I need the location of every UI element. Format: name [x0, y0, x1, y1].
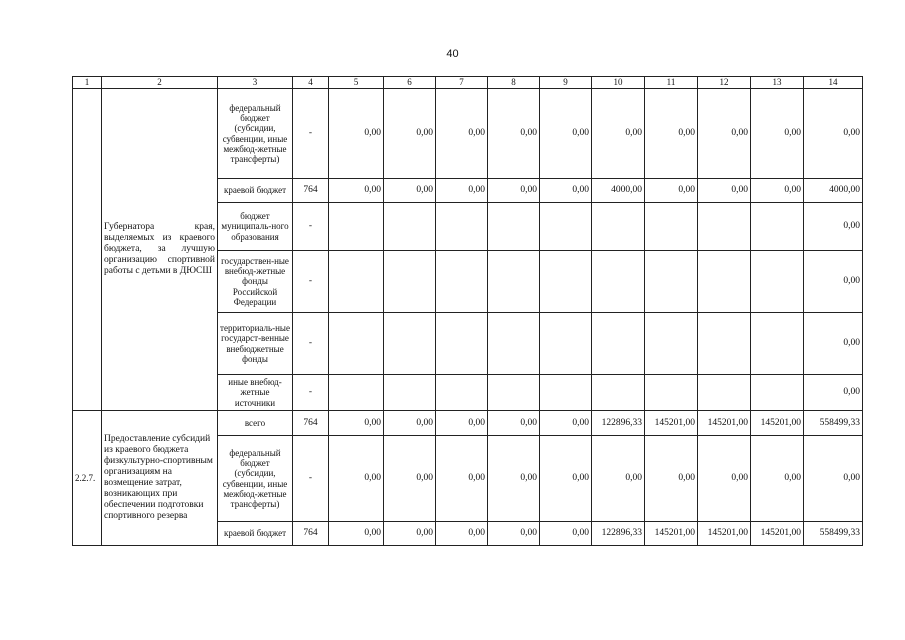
funding-source: территориаль-ные государст-венные внебюджетные фонды [218, 313, 293, 375]
budget-table [72, 76, 863, 546]
amount-cell [751, 251, 804, 313]
amount-cell: 0,00 [436, 411, 488, 436]
amount-cell: 145201,00 [751, 411, 804, 436]
budget-code: - [293, 251, 329, 313]
amount-cell: 0,00 [804, 313, 863, 375]
amount-cell: 0,00 [698, 89, 751, 179]
amount-cell [488, 203, 540, 251]
amount-cell: 558499,33 [804, 411, 863, 436]
amount-cell [329, 375, 384, 411]
funding-source: государствен-ные внебюд-жетные фонды Российской Федерации [218, 251, 293, 313]
amount-cell [540, 251, 592, 313]
column-number: 1 [73, 77, 102, 89]
amount-cell [592, 313, 645, 375]
amount-cell: 0,00 [592, 436, 645, 522]
amount-cell: 0,00 [698, 436, 751, 522]
column-number: 3 [218, 77, 293, 89]
amount-cell: 145201,00 [698, 411, 751, 436]
amount-cell [540, 313, 592, 375]
amount-cell: 0,00 [488, 522, 540, 546]
amount-cell [645, 313, 698, 375]
amount-cell: 0,00 [384, 436, 436, 522]
amount-cell: 0,00 [540, 436, 592, 522]
amount-cell [436, 375, 488, 411]
column-number: 4 [293, 77, 329, 89]
amount-cell: 0,00 [488, 179, 540, 203]
amount-cell [329, 313, 384, 375]
amount-cell: 0,00 [540, 522, 592, 546]
amount-cell [329, 203, 384, 251]
funding-source: краевой бюджет [218, 522, 293, 546]
funding-source: краевой бюджет [218, 179, 293, 203]
amount-cell [592, 203, 645, 251]
budget-code: - [293, 89, 329, 179]
amount-cell: 0,00 [540, 411, 592, 436]
amount-cell [698, 375, 751, 411]
table-row [73, 89, 863, 179]
budget-code: - [293, 313, 329, 375]
amount-cell [540, 375, 592, 411]
funding-source: бюджет муниципаль-ного образования [218, 203, 293, 251]
amount-cell [436, 313, 488, 375]
amount-cell: 0,00 [698, 179, 751, 203]
table-row [73, 411, 863, 436]
column-number: 10 [592, 77, 645, 89]
amount-cell: 122896,33 [592, 522, 645, 546]
item-code [73, 89, 102, 411]
amount-cell: 0,00 [804, 436, 863, 522]
column-number-row [73, 77, 863, 89]
amount-cell: 0,00 [804, 251, 863, 313]
amount-cell [488, 313, 540, 375]
amount-cell: 0,00 [645, 89, 698, 179]
amount-cell [384, 251, 436, 313]
amount-cell: 145201,00 [645, 411, 698, 436]
amount-cell: 0,00 [804, 89, 863, 179]
amount-cell: 0,00 [540, 179, 592, 203]
amount-cell [592, 251, 645, 313]
amount-cell [645, 203, 698, 251]
column-number: 5 [329, 77, 384, 89]
amount-cell: 0,00 [436, 522, 488, 546]
amount-cell: 145201,00 [751, 522, 804, 546]
amount-cell: 0,00 [329, 179, 384, 203]
amount-cell [698, 203, 751, 251]
amount-cell [698, 251, 751, 313]
amount-cell: 0,00 [436, 89, 488, 179]
amount-cell: 0,00 [329, 522, 384, 546]
amount-cell: 0,00 [645, 179, 698, 203]
amount-cell: 0,00 [645, 436, 698, 522]
amount-cell [645, 251, 698, 313]
item-code: 2.2.7. [73, 411, 102, 546]
amount-cell: 122896,33 [592, 411, 645, 436]
column-number: 11 [645, 77, 698, 89]
budget-code: - [293, 436, 329, 522]
amount-cell [384, 313, 436, 375]
amount-cell: 0,00 [329, 89, 384, 179]
funding-source: федеральный бюджет (субсидии, субвенции, иные межбюд-жетные трансферты) [218, 436, 293, 522]
amount-cell: 0,00 [384, 522, 436, 546]
amount-cell [384, 375, 436, 411]
column-number: 13 [751, 77, 804, 89]
amount-cell [645, 375, 698, 411]
amount-cell: 0,00 [592, 89, 645, 179]
amount-cell [436, 203, 488, 251]
amount-cell: 145201,00 [645, 522, 698, 546]
page-number: 40 [446, 48, 459, 60]
amount-cell: 145201,00 [698, 522, 751, 546]
amount-cell: 0,00 [436, 436, 488, 522]
column-number: 9 [540, 77, 592, 89]
column-number: 7 [436, 77, 488, 89]
amount-cell: 0,00 [329, 436, 384, 522]
amount-cell [592, 375, 645, 411]
item-description: Предоставление субсидий из краевого бюджета физкультурно-спортивным организациям на возмещение затрат, возникающих при обеспечении подготовки спортивного резерва [102, 411, 218, 546]
amount-cell: 0,00 [751, 436, 804, 522]
amount-cell [384, 203, 436, 251]
budget-code: 764 [293, 522, 329, 546]
budget-code: 764 [293, 411, 329, 436]
amount-cell: 0,00 [488, 436, 540, 522]
funding-source: всего [218, 411, 293, 436]
amount-cell: 0,00 [488, 89, 540, 179]
amount-cell: 0,00 [384, 411, 436, 436]
budget-code: - [293, 375, 329, 411]
amount-cell: 0,00 [804, 375, 863, 411]
amount-cell [488, 251, 540, 313]
amount-cell [751, 203, 804, 251]
item-description: Губернатора края, выделяемых из краевого бюджета, за лучшую организацию спортивной работы с детьми в ДЮСШ [102, 89, 218, 411]
column-number: 14 [804, 77, 863, 89]
amount-cell: 0,00 [540, 89, 592, 179]
amount-cell: 0,00 [384, 89, 436, 179]
column-number: 8 [488, 77, 540, 89]
budget-code: 764 [293, 179, 329, 203]
amount-cell: 0,00 [488, 411, 540, 436]
amount-cell [329, 251, 384, 313]
amount-cell [488, 375, 540, 411]
amount-cell [751, 313, 804, 375]
column-number: 12 [698, 77, 751, 89]
budget-code: - [293, 203, 329, 251]
amount-cell [540, 203, 592, 251]
column-number: 6 [384, 77, 436, 89]
amount-cell [436, 251, 488, 313]
column-number: 2 [102, 77, 218, 89]
amount-cell: 4000,00 [592, 179, 645, 203]
amount-cell [698, 313, 751, 375]
amount-cell: 0,00 [804, 203, 863, 251]
amount-cell: 0,00 [751, 179, 804, 203]
amount-cell: 4000,00 [804, 179, 863, 203]
amount-cell: 0,00 [384, 179, 436, 203]
amount-cell: 0,00 [751, 89, 804, 179]
amount-cell: 0,00 [436, 179, 488, 203]
amount-cell: 558499,33 [804, 522, 863, 546]
funding-source: иные внебюд-жетные источники [218, 375, 293, 411]
funding-source: федеральный бюджет (субсидии, субвенции, иные межбюд-жетные трансферты) [218, 89, 293, 179]
amount-cell: 0,00 [329, 411, 384, 436]
amount-cell [751, 375, 804, 411]
